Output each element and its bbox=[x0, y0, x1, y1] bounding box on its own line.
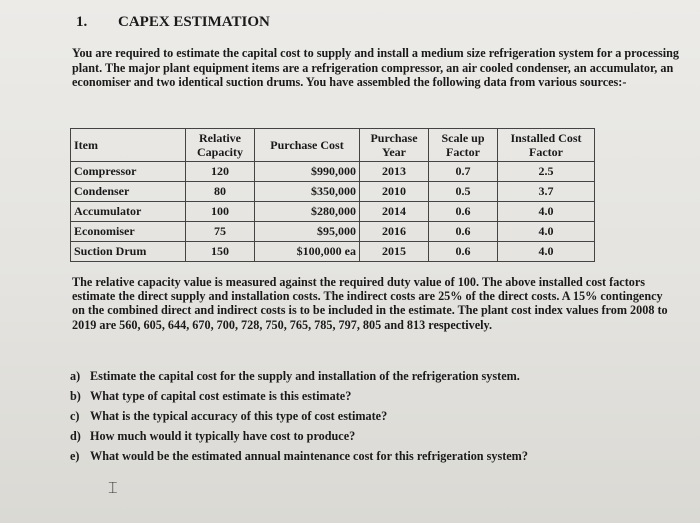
cell-installed: 4.0 bbox=[498, 202, 595, 222]
question-letter: d) bbox=[70, 428, 81, 443]
table-row bbox=[71, 242, 595, 262]
question-letter: b) bbox=[70, 388, 81, 403]
cell-year: 2016 bbox=[360, 222, 429, 242]
question-letter: a) bbox=[70, 368, 81, 383]
section-heading bbox=[76, 14, 270, 31]
cell-year: 2015 bbox=[360, 242, 429, 262]
question-letter: c) bbox=[70, 408, 80, 423]
table-row bbox=[71, 202, 595, 222]
cell-cost: $990,000 bbox=[255, 162, 360, 182]
cell-item: Compressor bbox=[71, 162, 186, 182]
cell-capacity: 120 bbox=[186, 162, 255, 182]
cell-installed: 3.7 bbox=[498, 182, 595, 202]
table-row bbox=[71, 182, 595, 202]
cell-year: 2010 bbox=[360, 182, 429, 202]
header-relative-capacity: Relative Capacity bbox=[186, 129, 255, 162]
section-title: CAPEX ESTIMATION bbox=[118, 14, 270, 30]
text-cursor-icon: ⌶ bbox=[108, 478, 118, 497]
question-item bbox=[70, 446, 660, 466]
question-item bbox=[70, 366, 660, 386]
question-text: Estimate the capital cost for the supply and installation of the refrigeration system. bbox=[90, 368, 520, 383]
cell-cost: $95,000 bbox=[255, 222, 360, 242]
table-row bbox=[71, 222, 595, 242]
section-number: 1. bbox=[76, 14, 88, 30]
cell-item: Accumulator bbox=[71, 202, 186, 222]
cell-capacity: 80 bbox=[186, 182, 255, 202]
cell-item: Condenser bbox=[71, 182, 186, 202]
equipment-table bbox=[70, 128, 595, 262]
cell-scale: 0.6 bbox=[429, 222, 498, 242]
question-text: What would be the estimated annual maintenance cost for this refrigeration system? bbox=[90, 448, 528, 463]
question-letter: e) bbox=[70, 448, 80, 463]
cell-scale: 0.7 bbox=[429, 162, 498, 182]
intro-paragraph: You are required to estimate the capital cost to supply and install a medium size refrigeration system for a processing plant. The major plant equipment items are a refrigeration compressor, an air cooled condenser, an accumulator, an economiser and two identical suction drums. You have assembled the following data from various sources:- bbox=[72, 46, 679, 89]
header-scale-up-factor: Scale up Factor bbox=[429, 129, 498, 162]
cell-scale: 0.6 bbox=[429, 242, 498, 262]
header-item: Item bbox=[71, 129, 186, 162]
cell-cost: $350,000 bbox=[255, 182, 360, 202]
cell-capacity: 75 bbox=[186, 222, 255, 242]
question-item bbox=[70, 386, 660, 406]
table-row bbox=[71, 162, 595, 182]
question-text: How much would it typically have cost to produce? bbox=[90, 428, 356, 443]
question-item bbox=[70, 426, 660, 446]
table-header-row bbox=[71, 129, 595, 162]
cell-item: Suction Drum bbox=[71, 242, 186, 262]
cell-year: 2014 bbox=[360, 202, 429, 222]
question-text: What is the typical accuracy of this type of cost estimate? bbox=[90, 408, 388, 423]
header-purchase-year: Purchase Year bbox=[360, 129, 429, 162]
cell-capacity: 150 bbox=[186, 242, 255, 262]
cell-capacity: 100 bbox=[186, 202, 255, 222]
cell-installed: 4.0 bbox=[498, 222, 595, 242]
cell-scale: 0.6 bbox=[429, 202, 498, 222]
question-text: What type of capital cost estimate is this estimate? bbox=[90, 388, 352, 403]
question-item bbox=[70, 406, 660, 426]
header-purchase-cost: Purchase Cost bbox=[255, 129, 360, 162]
assumptions-paragraph: The relative capacity value is measured against the required duty value of 100. The above installed cost factors estimate the direct supply and installation costs. The indirect costs are 25% of the direct costs. A 15% contingency on the combined direct and indirect costs is to be included in the estimate. The plant cost index values from 2008 to 2019 are 560, 605, 644, 670, 700, 728, 750, 765, 785, 797, 805 and 813 respectively. bbox=[72, 275, 668, 332]
cell-year: 2013 bbox=[360, 162, 429, 182]
cell-cost: $280,000 bbox=[255, 202, 360, 222]
cell-installed: 4.0 bbox=[498, 242, 595, 262]
cell-cost: $100,000 ea bbox=[255, 242, 360, 262]
question-list bbox=[70, 366, 660, 466]
cell-scale: 0.5 bbox=[429, 182, 498, 202]
cell-item: Economiser bbox=[71, 222, 186, 242]
header-installed-cost-factor: Installed Cost Factor bbox=[498, 129, 595, 162]
cell-installed: 2.5 bbox=[498, 162, 595, 182]
